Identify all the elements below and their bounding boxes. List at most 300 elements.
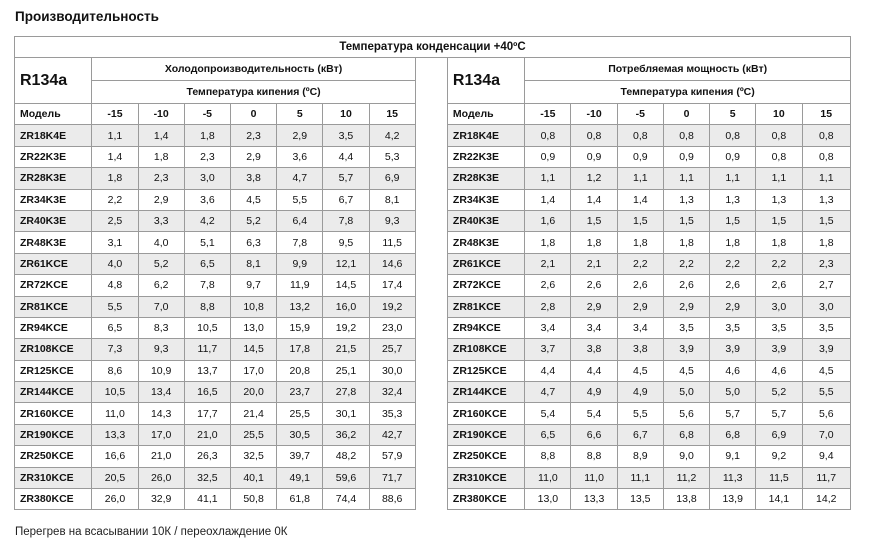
model-cell: ZR250KCE [447, 446, 524, 467]
power-cell: 3,9 [802, 339, 851, 360]
power-cell: 1,5 [710, 210, 756, 231]
capacity-cell: 1,4 [92, 146, 138, 167]
capacity-cell: 16,5 [184, 382, 230, 403]
capacity-cell: 25,7 [369, 339, 415, 360]
power-cell: 9,0 [663, 446, 709, 467]
capacity-cell: 13,4 [138, 382, 184, 403]
capacity-cell: 42,7 [369, 424, 415, 445]
power-cell: 5,4 [525, 403, 571, 424]
table-row [15, 253, 851, 274]
power-cell: 2,6 [617, 275, 663, 296]
power-cell: 0,9 [571, 146, 617, 167]
capacity-cell: 1,1 [92, 125, 138, 146]
power-cell: 1,8 [710, 232, 756, 253]
power-cell: 4,9 [571, 382, 617, 403]
power-cell: 1,5 [571, 210, 617, 231]
table-gap [415, 317, 447, 338]
capacity-cell: 2,3 [230, 125, 276, 146]
power-cell: 2,9 [710, 296, 756, 317]
capacity-cell: 13,2 [277, 296, 323, 317]
temp-header-right: -5 [617, 104, 663, 125]
model-cell: ZR40K3E [15, 210, 92, 231]
power-cell: 1,5 [756, 210, 802, 231]
capacity-cell: 10,5 [92, 382, 138, 403]
power-cell: 9,1 [710, 446, 756, 467]
model-cell: ZR81KCE [15, 296, 92, 317]
capacity-cell: 7,8 [323, 210, 369, 231]
capacity-cell: 39,7 [277, 446, 323, 467]
temp-header-right: 5 [710, 104, 756, 125]
power-cell: 3,5 [802, 317, 851, 338]
power-cell: 3,7 [525, 339, 571, 360]
capacity-cell: 9,9 [277, 253, 323, 274]
power-cell: 5,6 [663, 403, 709, 424]
power-cell: 1,1 [710, 168, 756, 189]
capacity-cell: 11,5 [369, 232, 415, 253]
performance-table [14, 36, 851, 510]
table-row [15, 360, 851, 381]
capacity-cell: 30,0 [369, 360, 415, 381]
power-cell: 1,2 [571, 168, 617, 189]
page-title: Производительность [15, 9, 159, 24]
power-cell: 11,2 [663, 467, 709, 488]
capacity-cell: 9,7 [230, 275, 276, 296]
power-cell: 2,3 [802, 253, 851, 274]
model-cell: ZR61KCE [447, 253, 524, 274]
capacity-cell: 14,5 [323, 275, 369, 296]
power-cell: 3,9 [663, 339, 709, 360]
refrigerant-label-left: R134a [15, 58, 92, 104]
capacity-cell: 41,1 [184, 489, 230, 510]
power-cell: 5,0 [663, 382, 709, 403]
model-cell: ZR125KCE [15, 360, 92, 381]
power-cell: 4,5 [617, 360, 663, 381]
power-cell: 13,8 [663, 489, 709, 510]
capacity-cell: 6,5 [184, 253, 230, 274]
power-cell: 3,5 [663, 317, 709, 338]
power-cell: 6,8 [710, 424, 756, 445]
power-cell: 3,4 [617, 317, 663, 338]
power-cell: 1,1 [756, 168, 802, 189]
power-cell: 4,4 [525, 360, 571, 381]
capacity-cell: 36,2 [323, 424, 369, 445]
power-cell: 8,8 [571, 446, 617, 467]
capacity-cell: 17,7 [184, 403, 230, 424]
power-cell: 1,4 [525, 189, 571, 210]
power-cell: 2,9 [663, 296, 709, 317]
model-cell: ZR94KCE [447, 317, 524, 338]
capacity-cell: 14,5 [230, 339, 276, 360]
capacity-cell: 1,8 [138, 146, 184, 167]
temp-header-left: 15 [369, 104, 415, 125]
capacity-cell: 6,3 [230, 232, 276, 253]
power-cell: 7,0 [802, 424, 851, 445]
table-gap [415, 339, 447, 360]
capacity-cell: 11,7 [184, 339, 230, 360]
table-row [15, 232, 851, 253]
capacity-cell: 71,7 [369, 467, 415, 488]
capacity-cell: 3,6 [277, 146, 323, 167]
power-cell: 0,8 [710, 125, 756, 146]
capacity-cell: 5,1 [184, 232, 230, 253]
temp-header-left: -10 [138, 104, 184, 125]
table-row [15, 168, 851, 189]
power-cell: 2,1 [571, 253, 617, 274]
power-cell: 11,1 [617, 467, 663, 488]
power-cell: 1,1 [617, 168, 663, 189]
power-cell: 11,5 [756, 467, 802, 488]
power-cell: 9,4 [802, 446, 851, 467]
capacity-cell: 17,4 [369, 275, 415, 296]
power-cell: 3,9 [756, 339, 802, 360]
power-cell: 5,4 [571, 403, 617, 424]
power-cell: 0,9 [710, 146, 756, 167]
capacity-cell: 10,5 [184, 317, 230, 338]
model-cell: ZR48K3E [447, 232, 524, 253]
refrigerant-label-right: R134a [447, 58, 524, 104]
power-cell: 6,9 [756, 424, 802, 445]
power-cell: 2,6 [710, 275, 756, 296]
power-cell: 3,5 [710, 317, 756, 338]
capacity-cell: 25,1 [323, 360, 369, 381]
capacity-cell: 5,2 [138, 253, 184, 274]
capacity-cell: 27,8 [323, 382, 369, 403]
power-cell: 0,8 [663, 125, 709, 146]
power-cell: 2,6 [571, 275, 617, 296]
power-cell: 2,1 [525, 253, 571, 274]
power-cell: 3,8 [571, 339, 617, 360]
model-cell: ZR125KCE [447, 360, 524, 381]
capacity-cell: 21,0 [184, 424, 230, 445]
table-gap [415, 382, 447, 403]
footnote: Перегрев на всасывании 10К / переохлаждение 0К [15, 526, 288, 538]
capacity-cell: 4,5 [230, 189, 276, 210]
capacity-cell: 57,9 [369, 446, 415, 467]
power-cell: 0,9 [525, 146, 571, 167]
capacity-cell: 23,0 [369, 317, 415, 338]
model-cell: ZR34K3E [15, 189, 92, 210]
capacity-cell: 32,5 [184, 467, 230, 488]
power-cell: 5,5 [617, 403, 663, 424]
power-cell: 6,8 [663, 424, 709, 445]
capacity-cell: 50,8 [230, 489, 276, 510]
power-cell: 2,8 [525, 296, 571, 317]
capacity-cell: 17,0 [230, 360, 276, 381]
table-gap [415, 403, 447, 424]
model-cell: ZR108KCE [447, 339, 524, 360]
power-cell: 0,9 [663, 146, 709, 167]
capacity-cell: 16,6 [92, 446, 138, 467]
capacity-cell: 3,0 [184, 168, 230, 189]
model-cell: ZR72KCE [15, 275, 92, 296]
power-cell: 3,9 [710, 339, 756, 360]
capacity-cell: 6,9 [369, 168, 415, 189]
model-cell: ZR18K4E [15, 125, 92, 146]
table-gap [415, 189, 447, 210]
capacity-cell: 12,1 [323, 253, 369, 274]
power-cell: 2,6 [756, 275, 802, 296]
table-row [15, 403, 851, 424]
capacity-cell: 20,5 [92, 467, 138, 488]
capacity-cell: 17,0 [138, 424, 184, 445]
capacity-cell: 15,9 [277, 317, 323, 338]
table-gap [415, 146, 447, 167]
table-gap [415, 296, 447, 317]
capacity-cell: 11,9 [277, 275, 323, 296]
table-gap [415, 424, 447, 445]
capacity-cell: 49,1 [277, 467, 323, 488]
model-cell: ZR40K3E [447, 210, 524, 231]
capacity-cell: 4,8 [92, 275, 138, 296]
table-gap [415, 253, 447, 274]
power-cell: 3,8 [617, 339, 663, 360]
capacity-cell: 6,2 [138, 275, 184, 296]
power-cell: 1,5 [802, 210, 851, 231]
capacity-cell: 3,6 [184, 189, 230, 210]
capacity-cell: 4,2 [184, 210, 230, 231]
condensation-temperature-title: Температура конденсации +40ºС [15, 37, 851, 58]
table-row [15, 446, 851, 467]
capacity-cell: 21,5 [323, 339, 369, 360]
capacity-cell: 8,1 [230, 253, 276, 274]
power-cell: 1,3 [710, 189, 756, 210]
power-cell: 3,4 [525, 317, 571, 338]
capacity-cell: 2,9 [277, 125, 323, 146]
power-cell: 3,4 [571, 317, 617, 338]
table-gap [415, 104, 447, 125]
capacity-cell: 7,8 [277, 232, 323, 253]
capacity-cell: 6,7 [323, 189, 369, 210]
capacity-cell: 23,7 [277, 382, 323, 403]
capacity-cell: 1,4 [138, 125, 184, 146]
temp-header-right: 0 [663, 104, 709, 125]
power-cell: 13,3 [571, 489, 617, 510]
power-cell: 2,2 [663, 253, 709, 274]
table-row [15, 489, 851, 510]
capacity-cell: 40,1 [230, 467, 276, 488]
table-gap [415, 360, 447, 381]
power-cell: 11,0 [571, 467, 617, 488]
power-cell: 1,6 [525, 210, 571, 231]
capacity-cell: 4,2 [369, 125, 415, 146]
temp-header-left: 10 [323, 104, 369, 125]
power-cell: 0,8 [802, 125, 851, 146]
power-cell: 6,7 [617, 424, 663, 445]
capacity-cell: 4,0 [138, 232, 184, 253]
power-cell: 2,7 [802, 275, 851, 296]
capacity-cell: 8,6 [92, 360, 138, 381]
power-cell: 11,0 [525, 467, 571, 488]
capacity-cell: 19,2 [323, 317, 369, 338]
table-row [15, 339, 851, 360]
model-cell: ZR190KCE [447, 424, 524, 445]
power-cell: 4,5 [663, 360, 709, 381]
power-cell: 5,6 [802, 403, 851, 424]
power-cell: 6,5 [525, 424, 571, 445]
capacity-cell: 17,8 [277, 339, 323, 360]
model-column-header-right: Модель [447, 104, 524, 125]
capacity-cell: 26,0 [138, 467, 184, 488]
capacity-cell: 61,8 [277, 489, 323, 510]
power-cell: 5,0 [710, 382, 756, 403]
model-cell: ZR144KCE [15, 382, 92, 403]
model-cell: ZR144KCE [447, 382, 524, 403]
power-cell: 3,0 [802, 296, 851, 317]
capacity-cell: 2,3 [138, 168, 184, 189]
cooling-capacity-title: Холодопроизводительность (кВт) [92, 58, 415, 81]
power-cell: 6,6 [571, 424, 617, 445]
table-gap [415, 232, 447, 253]
capacity-cell: 7,0 [138, 296, 184, 317]
capacity-cell: 30,5 [277, 424, 323, 445]
capacity-cell: 4,4 [323, 146, 369, 167]
capacity-cell: 13,7 [184, 360, 230, 381]
power-cell: 4,6 [710, 360, 756, 381]
capacity-cell: 21,4 [230, 403, 276, 424]
model-cell: ZR380KCE [447, 489, 524, 510]
power-cell: 2,2 [710, 253, 756, 274]
table-row [15, 296, 851, 317]
power-cell: 11,7 [802, 467, 851, 488]
capacity-cell: 3,1 [92, 232, 138, 253]
table-row [15, 146, 851, 167]
model-cell: ZR380KCE [15, 489, 92, 510]
power-cell: 1,1 [802, 168, 851, 189]
capacity-cell: 25,5 [230, 424, 276, 445]
table-gap [415, 168, 447, 189]
capacity-cell: 16,0 [323, 296, 369, 317]
power-cell: 0,8 [617, 125, 663, 146]
model-cell: ZR61KCE [15, 253, 92, 274]
power-cell: 5,7 [756, 403, 802, 424]
power-cell: 3,0 [756, 296, 802, 317]
table-row [15, 275, 851, 296]
model-cell: ZR94KCE [15, 317, 92, 338]
model-cell: ZR72KCE [447, 275, 524, 296]
power-cell: 14,2 [802, 489, 851, 510]
power-cell: 13,9 [710, 489, 756, 510]
model-cell: ZR160KCE [15, 403, 92, 424]
capacity-cell: 14,6 [369, 253, 415, 274]
table-row [15, 125, 851, 146]
model-cell: ZR250KCE [15, 446, 92, 467]
capacity-cell: 2,5 [92, 210, 138, 231]
power-cell: 4,4 [571, 360, 617, 381]
power-cell: 0,8 [756, 125, 802, 146]
power-cell: 1,3 [802, 189, 851, 210]
table-row [15, 467, 851, 488]
power-cell: 0,8 [802, 146, 851, 167]
capacity-cell: 2,9 [138, 189, 184, 210]
power-cell: 1,4 [571, 189, 617, 210]
capacity-cell: 5,5 [277, 189, 323, 210]
temp-header-right: -15 [525, 104, 571, 125]
temp-header-right: 10 [756, 104, 802, 125]
power-cell: 0,8 [525, 125, 571, 146]
table-row [15, 424, 851, 445]
power-cell: 5,2 [756, 382, 802, 403]
model-cell: ZR22K3E [447, 146, 524, 167]
table-gap [415, 275, 447, 296]
capacity-cell: 9,3 [138, 339, 184, 360]
capacity-cell: 4,0 [92, 253, 138, 274]
power-cell: 2,9 [571, 296, 617, 317]
capacity-cell: 13,0 [230, 317, 276, 338]
power-cell: 1,8 [525, 232, 571, 253]
capacity-cell: 4,7 [277, 168, 323, 189]
capacity-cell: 5,7 [323, 168, 369, 189]
capacity-cell: 35,3 [369, 403, 415, 424]
model-cell: ZR28K3E [15, 168, 92, 189]
power-cell: 1,3 [663, 189, 709, 210]
power-cell: 1,1 [663, 168, 709, 189]
capacity-cell: 8,1 [369, 189, 415, 210]
capacity-cell: 25,5 [277, 403, 323, 424]
capacity-cell: 10,9 [138, 360, 184, 381]
power-cell: 1,5 [617, 210, 663, 231]
capacity-cell: 48,2 [323, 446, 369, 467]
capacity-cell: 9,5 [323, 232, 369, 253]
power-cell: 1,8 [802, 232, 851, 253]
capacity-cell: 2,3 [184, 146, 230, 167]
power-cell: 8,8 [525, 446, 571, 467]
capacity-cell: 8,3 [138, 317, 184, 338]
model-column-header-left: Модель [15, 104, 92, 125]
power-cell: 2,2 [756, 253, 802, 274]
temp-header-right: 15 [802, 104, 851, 125]
power-cell: 1,5 [663, 210, 709, 231]
model-cell: ZR160KCE [447, 403, 524, 424]
model-cell: ZR18K4E [447, 125, 524, 146]
capacity-cell: 20,8 [277, 360, 323, 381]
table-gap [415, 210, 447, 231]
capacity-cell: 88,6 [369, 489, 415, 510]
capacity-cell: 9,3 [369, 210, 415, 231]
temp-header-right: -10 [571, 104, 617, 125]
table-gap [415, 125, 447, 146]
power-cell: 4,6 [756, 360, 802, 381]
model-cell: ZR310KCE [447, 467, 524, 488]
capacity-cell: 11,0 [92, 403, 138, 424]
table-gap [415, 58, 447, 104]
capacity-cell: 3,3 [138, 210, 184, 231]
capacity-cell: 59,6 [323, 467, 369, 488]
power-cell: 13,0 [525, 489, 571, 510]
capacity-cell: 2,2 [92, 189, 138, 210]
capacity-cell: 1,8 [92, 168, 138, 189]
power-cell: 2,9 [617, 296, 663, 317]
power-cell: 2,2 [617, 253, 663, 274]
table-row [15, 189, 851, 210]
capacity-cell: 20,0 [230, 382, 276, 403]
capacity-cell: 7,3 [92, 339, 138, 360]
power-cell: 1,4 [617, 189, 663, 210]
evaporating-temperature-title-left: Температура кипения (ºС) [92, 81, 415, 104]
capacity-cell: 30,1 [323, 403, 369, 424]
table-row [15, 382, 851, 403]
power-cell: 1,8 [617, 232, 663, 253]
power-cell: 2,6 [525, 275, 571, 296]
table-gap [415, 467, 447, 488]
capacity-cell: 14,3 [138, 403, 184, 424]
capacity-cell: 32,9 [138, 489, 184, 510]
capacity-cell: 5,2 [230, 210, 276, 231]
power-cell: 4,5 [802, 360, 851, 381]
power-cell: 0,9 [617, 146, 663, 167]
power-cell: 9,2 [756, 446, 802, 467]
power-cell: 1,8 [571, 232, 617, 253]
power-cell: 14,1 [756, 489, 802, 510]
